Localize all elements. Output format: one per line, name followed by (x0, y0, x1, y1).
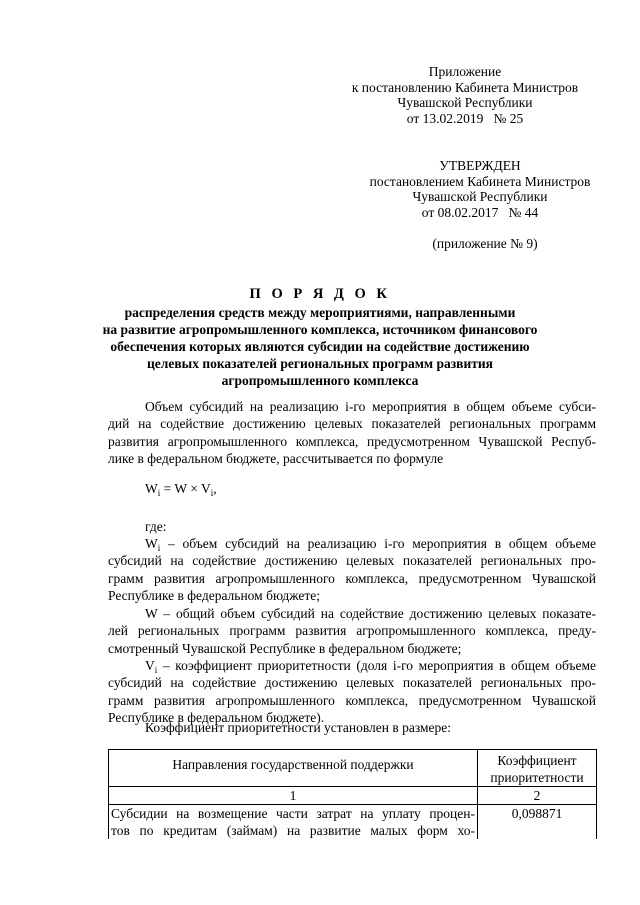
coefficient-intro (108, 719, 596, 736)
table-col-number-1: 1 (109, 787, 478, 805)
def-wi-sub: i (157, 543, 161, 553)
table-row-desc-line-2: тов по кредитам (займам) на развитие малых форм хо- (111, 823, 475, 838)
table-header-row (109, 750, 597, 787)
approved-appendix-ref: (приложение № 9) (432, 236, 538, 251)
approved-date-number: от 08.02.2017 № 44 (421, 204, 539, 220)
intro-paragraph (108, 398, 596, 468)
def-wi-line-3: грамм развития агропромышленного комплекса, предусмотренном Чувашской (108, 570, 596, 586)
appendix-block (330, 64, 600, 126)
appendix-line-3: Чувашской Республики (397, 95, 533, 110)
definition-w (108, 605, 596, 657)
def-wi-line-1: – объем субсидий на реализацию i-го мероприятия в общем объеме (160, 536, 596, 551)
approved-block (345, 158, 615, 220)
table-header-coefficient-line-1: Коэффициент (497, 753, 577, 768)
approved-line-2: постановлением Кабинета Министров (369, 173, 591, 189)
formula-symbol-w: W (145, 481, 158, 496)
approved-line-3: Чувашской Республики (412, 189, 548, 204)
def-wi-symbol: W (145, 536, 158, 551)
where-text: где: (145, 519, 167, 534)
def-vi-symbol: V (145, 658, 155, 673)
formula (145, 481, 217, 497)
table-header-coefficient (478, 750, 597, 787)
where-label (108, 518, 596, 535)
subtitle-line-2: на развитие агропромышленного комплекса, источником финансового (102, 322, 538, 337)
def-vi-line-3: грамм развития агропромышленного комплекса, предусмотренном Чувашской (108, 692, 596, 708)
subtitle-line-4: целевых показателей региональных программ развития (147, 356, 493, 371)
definition-wi (108, 535, 596, 605)
def-vi-sub: i (154, 665, 158, 675)
intro-line-4: лике в федеральном бюджете, рассчитывается по формуле (108, 451, 444, 467)
document-title: П О Р Я Д О К (249, 286, 391, 302)
table-header-directions (109, 750, 478, 787)
subtitle-line-5: агропромышленного комплекса (221, 373, 419, 388)
subtitle-line-3: обеспечения которых являются субсидии на содействие достижению (110, 339, 530, 354)
def-wi-line-2: субсидий на содействие достижению целевых показателей региональных про- (108, 553, 596, 569)
appendix-date-number: от 13.02.2019 № 25 (406, 110, 524, 126)
intro-line-3: развития агропромышленного комплекса, предусмотренном Чувашской Респуб- (108, 433, 596, 449)
definition-vi (108, 657, 596, 727)
table-row (109, 805, 597, 840)
appendix-title: Приложение (428, 64, 502, 79)
appendix-line-2: к постановлению Кабинета Министров (351, 79, 579, 95)
table-row-desc-line-1: Субсидии на возмещение части затрат на уплату процен- (111, 806, 475, 821)
intro-line-2: дий на содействие достижению целевых показателей региональных программ (108, 416, 596, 432)
table-row-description (109, 805, 478, 840)
def-w-line-3: смотренный Чувашской Республике в федеральном бюджете; (108, 640, 462, 656)
formula-rhs: = W × V (160, 481, 211, 496)
def-wi-line-4: Республике в федеральном бюджете; (108, 588, 321, 604)
subtitle-line-1: распределения средств между мероприятиями, направленными (124, 305, 516, 320)
table-header-coefficient-line-2: приоритетности (490, 770, 584, 785)
def-vi-line-4: Республике в федеральном бюджете). (108, 710, 325, 726)
table-number-row (109, 787, 597, 805)
formula-sub-i: i (157, 488, 161, 498)
coefficient-intro-text: Коэффициент приоритетности установлен в размере: (145, 720, 452, 735)
table-header-directions-text: Направления государственной поддержки (172, 757, 414, 772)
table-row-value: 0,098871 (478, 805, 597, 840)
def-vi-line-2: субсидий на содействие достижению целевых показателей региональных про- (108, 675, 596, 691)
def-w-line-2: лей региональных программ развития агропромышленного комплекса, преду- (108, 623, 596, 639)
table-col-number-2: 2 (478, 787, 597, 805)
def-w-line-1: W – общий объем субсидий на содействие достижению целевых показате- (145, 606, 596, 621)
formula-sub-i-2: i (210, 488, 214, 498)
formula-tail: , (213, 481, 217, 496)
intro-line-1: Объем субсидий на реализацию i-го мероприятия в общем объеме субси- (145, 399, 596, 414)
priority-coefficient-table (108, 749, 597, 839)
def-vi-line-1: – коэффициент приоритетности (доля i-го мероприятия в общем объеме (157, 658, 596, 673)
document-subtitle (0, 304, 640, 389)
approved-title: УТВЕРЖДЕН (439, 158, 521, 173)
